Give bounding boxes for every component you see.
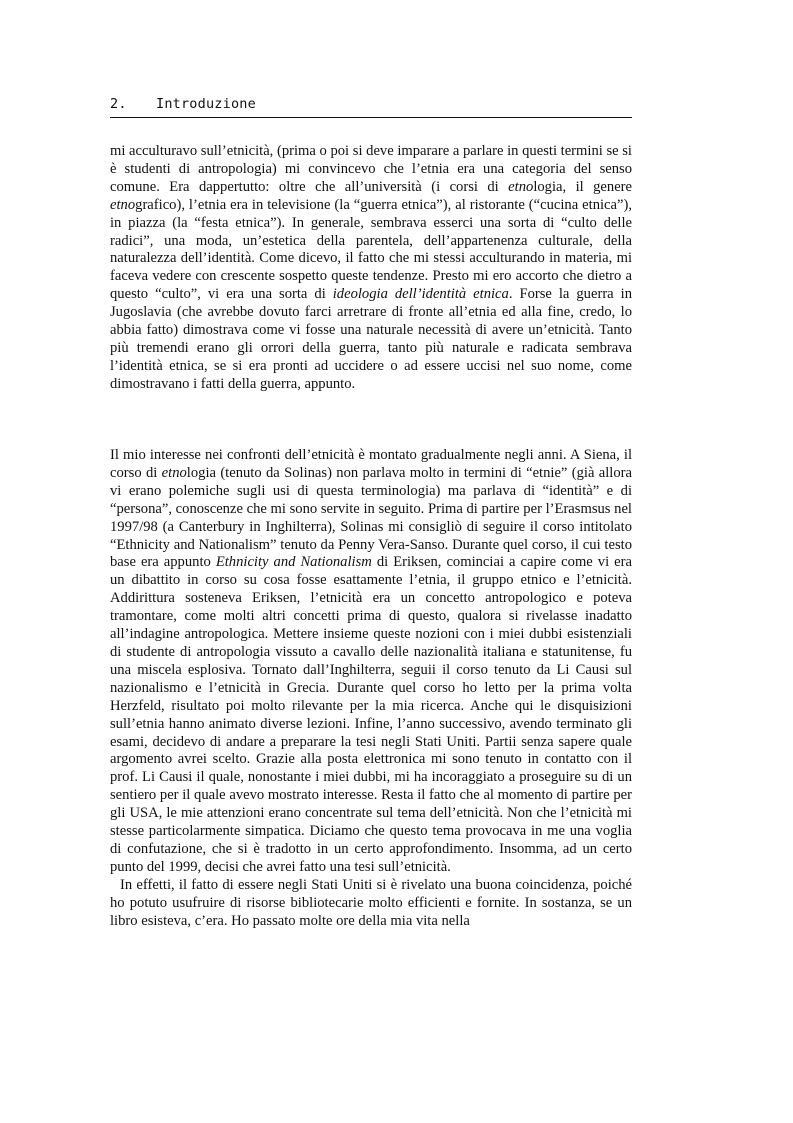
text-run: . Forse la guerra in Jugoslavia (che avrebbe dovuto farci arretrare di fronte all’etnia ed alla fine, credo, lo abbia fatto) dimostrava come vi fosse una naturale necessità di avere un’etnicità. Tanto più tremendi erano gli orrori della guerra, tanto più naturale e radicata sembrava l’identità etnica, se si era pronti ad uccidere o ad essere uccisi nel suo nome, come dimostravano i fatti della guerra, appunto. bbox=[110, 286, 632, 392]
italic-text: etno bbox=[110, 196, 136, 213]
text-run: mi acculturavo sull’etnicità, (prima o poi si deve imparare a parlare in questi termini se si è studenti di antropologia) mi convincevo che l’etnia era una categoria del senso comune. Era dappertutto: oltre che all’università (i corsi di bbox=[110, 143, 632, 195]
chapter-number: 2. bbox=[110, 96, 127, 112]
italic-text: etno bbox=[508, 178, 534, 195]
header-rule bbox=[110, 117, 632, 118]
text-run: Il mio interesse nei confronti dell’etnicità è montato gradualmente negli anni. A Siena, il corso di bbox=[110, 447, 632, 481]
paragraph-2 bbox=[110, 447, 632, 877]
text-run: di Eriksen, cominciai a capire come vi era un dibattito in corso su cosa fosse esattamente l’etnia, il gruppo etnico e l’etnicità. Addirittura sosteneva Eriksen, l’etnicità era un concetto antropologico e poteva tramontare, come molti altri concetti prima di questo, qualora si rivelasse inadatto all’indagine antropologica. Mettere insieme queste nozioni con i miei dubbi esistenziali di studente di antropologia vissuto a cavallo delle nazionalità italiana e statunitense, fu una miscela esplosiva. Tornato dall’Inghilterra, seguii il corso tenuto da Li Causi sul nazionalismo e l’etnicità in Grecia. Durante quel corso ho letto per la prima volta Herzfeld, risultato poi molto rilevante per la mia ricerca. Anche qui le disquisizioni sull’etnia hanno animato diverse lezioni. Infine, l’anno successivo, avendo terminato gli esami, decidevo di andare a preparare la tesi negli Stati Uniti. Partii senza sapere quale argomento avrei scelto. Grazie alla posta elettronica mi sono tenuto in contatto con il prof. Li Causi il quale, nonostante i miei dubbi, mi ha incoraggiato a proseguire su di un sentiero per il quale avevo mostrato interesse. Resta il fatto che al momento di partire per gli USA, le mie attenzioni erano concentrate sul tema dell’etnicità. Non che l’etnicità mi stesse particolarmente simpatica. Diciamo che questo tema provocava in me una voglia di confutazione, che si è tradotto in un certo approfondimento. Insomma, ad un certo punto del 1999, decisi che avrei fatto una tesi sull’etnicità. bbox=[110, 554, 632, 875]
text-block-1 bbox=[110, 143, 632, 394]
italic-text: etno bbox=[161, 464, 187, 481]
text-run: grafico), l’etnia era in televisione (la “guerra etnica”), al ristorante (“cucina etnica”), in piazza (la “festa etnica”). In generale, sembrava esserci una sorta di “culto delle radici”, una moda, un’estetica della parentela, dell’appartenenza culturale, della naturalezza dell’identità. Come dicevo, il fatto che mi stessi acculturando in materia, mi faceva vedere con crescente sospetto queste tendenze. Presto mi ero accorto che dietro a questo “culto”, vi era una sorta di bbox=[110, 196, 632, 303]
paragraph-3 bbox=[110, 877, 632, 931]
text-run: logia (tenuto da Solinas) non parlava molto in termini di “etnie” (già allora vi erano polemiche sugli usi di questa terminologia) ma parlava di “identità” e di “persona”, conoscenze che mi sono servite in seguito. Prima di partire per l’Erasmsus nel 1997/98 (a Canterbury in Inghilterra), Solinas mi consigliò di seguire il corso intitolato “Ethnicity and Nationalism” tenuto da Penny Vera-Sanso. Durante quel corso, il cui testo base era appunto bbox=[110, 464, 632, 571]
running-header bbox=[110, 96, 632, 112]
text-run: logia, il genere bbox=[533, 178, 633, 195]
italic-text: Ethnicity and Nationalism bbox=[215, 554, 372, 571]
italic-text: ideologia dell’identità etnica bbox=[332, 286, 509, 303]
text-block-2 bbox=[110, 447, 632, 930]
paragraph-1 bbox=[110, 143, 632, 394]
chapter-title: Introduzione bbox=[156, 96, 256, 112]
text-run: In effetti, il fatto di essere negli Stati Uniti si è rivelato una buona coincidenza, poiché ho potuto usufruire di risorse bibliotecarie molto efficienti e fornite. In sostanza, se un libro esisteva, c’era. Ho passato molte ore della mia vita nella bbox=[110, 876, 632, 929]
